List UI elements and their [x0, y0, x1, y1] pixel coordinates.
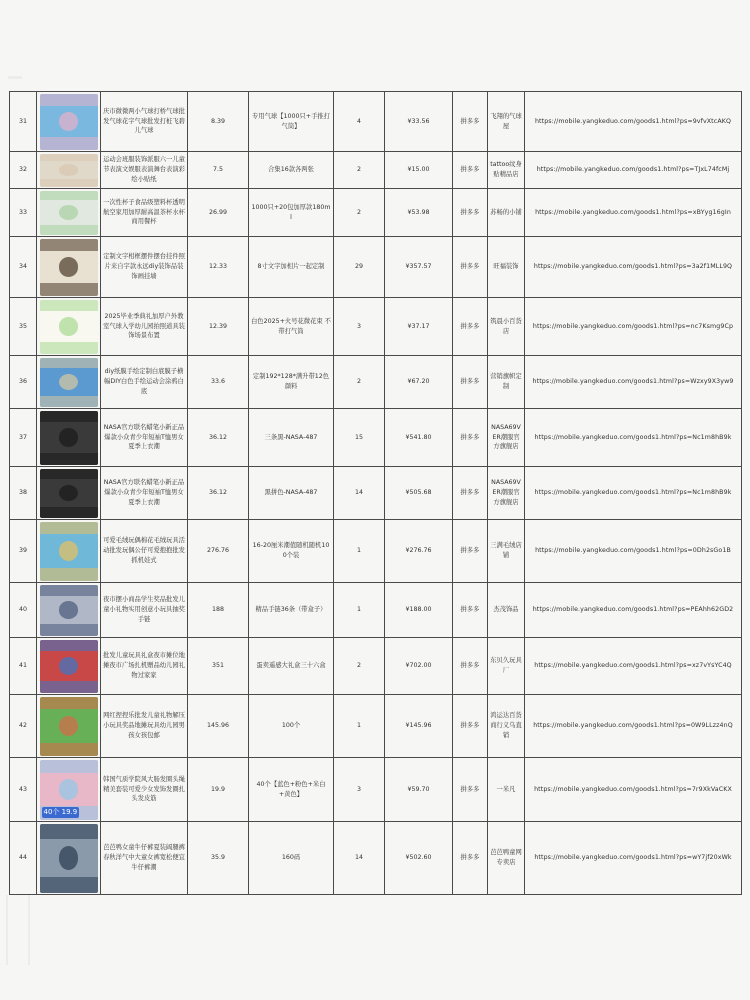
table-row	[10, 822, 742, 895]
unit-price: 19.9	[188, 758, 249, 822]
unit-price: 12.33	[188, 237, 249, 298]
product-title: 2025毕业季典礼加厚户外教室气球入学幼儿园拍照道具装饰场景布置	[101, 298, 188, 356]
product-title: 一次性杯子食品级塑料杯透明航空家用加厚耐高温茶杯水杯商用餐杯	[101, 189, 188, 237]
table-row	[10, 695, 742, 758]
table-row	[10, 356, 742, 409]
table-row	[10, 638, 742, 695]
order-table	[9, 91, 742, 895]
row-number: 36	[10, 356, 37, 409]
product-url[interactable]: https://mobile.yangkeduo.com/goods1.html?ps=0W9LLzz4nQ	[525, 695, 742, 758]
thumbnail-cell	[37, 409, 101, 467]
product-title: NASA官方联名蜡笔小新正品爆款小众青少年短袖T恤男女夏季上衣潮	[101, 467, 188, 520]
product-url[interactable]: https://mobile.yangkeduo.com/goods1.html?ps=7r9XkVaCKX	[525, 758, 742, 822]
product-url[interactable]: https://mobile.yangkeduo.com/goods1.html?ps=Wzxy9X3yw9	[525, 356, 742, 409]
quantity: 1	[334, 583, 385, 638]
shop-name: 飞翔的气球屋	[488, 92, 525, 152]
table-row	[10, 583, 742, 638]
total-amount: ¥276.76	[385, 520, 453, 583]
product-spec: 三条黑-NASA-487	[249, 409, 334, 467]
quantity: 2	[334, 189, 385, 237]
platform: 拼多多	[453, 92, 488, 152]
total-amount: ¥502.60	[385, 822, 453, 895]
face-sticker-image	[40, 154, 98, 187]
platform: 拼多多	[453, 237, 488, 298]
product-url[interactable]: https://mobile.yangkeduo.com/goods1.html?ps=xz7vYsYC4Q	[525, 638, 742, 695]
product-url[interactable]: https://mobile.yangkeduo.com/goods1.html?ps=3a2f1MLL9Q	[525, 237, 742, 298]
product-title: 夜市摆小商品学生奖品批发儿童小礼物实用创意小玩具抽奖手链	[101, 583, 188, 638]
product-title: 网红捏捏乐批发儿童礼物解压小玩具奖品地摊玩具幼儿园男孩女孩包邮	[101, 695, 188, 758]
row-number: 39	[10, 520, 37, 583]
platform: 拼多多	[453, 152, 488, 189]
product-url[interactable]: https://mobile.yangkeduo.com/goods1.html?ps=TJxL74fcMj	[525, 152, 742, 189]
shop-name: 三满毛绒店铺	[488, 520, 525, 583]
total-amount: ¥145.96	[385, 695, 453, 758]
quantity: 1	[334, 695, 385, 758]
row-number: 32	[10, 152, 37, 189]
shop-name: NASA69VER潮服官方旗舰店	[488, 467, 525, 520]
total-amount: ¥67.20	[385, 356, 453, 409]
table-row	[10, 237, 742, 298]
row-number: 33	[10, 189, 37, 237]
row-number: 41	[10, 638, 37, 695]
table-row	[10, 298, 742, 356]
platform: 拼多多	[453, 638, 488, 695]
quantity: 4	[334, 92, 385, 152]
thumbnail-cell	[37, 822, 101, 895]
unit-price: 7.5	[188, 152, 249, 189]
quantity: 14	[334, 467, 385, 520]
product-title: 芭芭鸭女童牛仔裤夏装阔腿裤春秋洋气中大童女裤宽松便宜牛仔裤潮	[101, 822, 188, 895]
unit-price: 351	[188, 638, 249, 695]
product-url[interactable]: https://mobile.yangkeduo.com/goods1.html?ps=nc7Ksmg9Cp	[525, 298, 742, 356]
hair-ties-image	[40, 760, 98, 820]
product-url[interactable]: https://mobile.yangkeduo.com/goods1.html?ps=xBYyg16gIn	[525, 189, 742, 237]
thumbnail-cell	[37, 298, 101, 356]
row-number: 38	[10, 467, 37, 520]
thumbnail-cell	[37, 638, 101, 695]
platform: 拼多多	[453, 298, 488, 356]
quantity: 1	[334, 520, 385, 583]
product-url[interactable]: https://mobile.yangkeduo.com/goods1.html?ps=0Dh2sGo1B	[525, 520, 742, 583]
product-title: 运动会班服装饰派服六一儿童节表演文娱服表演舞台表演彩绘小贴纸	[101, 152, 188, 189]
photo-frame-image	[40, 239, 98, 296]
unit-price: 36.12	[188, 409, 249, 467]
product-title: NASA官方联名蜡笔小新正品爆款小众青少年短袖T恤男女夏季上衣潮	[101, 409, 188, 467]
thumbnail-cell	[37, 92, 101, 152]
quantity: 2	[334, 152, 385, 189]
total-amount: ¥541.80	[385, 409, 453, 467]
thumbnail-cell	[37, 237, 101, 298]
shop-name: 芭芭鸭童网专卖店	[488, 822, 525, 895]
shop-name: 苏畅的小铺	[488, 189, 525, 237]
thumbnail-cell	[37, 583, 101, 638]
unit-price: 276.76	[188, 520, 249, 583]
white-flower-image	[40, 300, 98, 354]
quantity: 3	[334, 758, 385, 822]
row-number: 31	[10, 92, 37, 152]
platform: 拼多多	[453, 520, 488, 583]
product-url[interactable]: https://mobile.yangkeduo.com/goods1.html?ps=Nc1m8hB9k	[525, 467, 742, 520]
platform: 拼多多	[453, 356, 488, 409]
toy-boxes-image	[40, 640, 98, 693]
product-spec: 专用气球【1000只+手推打气筒】	[249, 92, 334, 152]
shop-name: tattoo纹身贴精品店	[488, 152, 525, 189]
girl-jeans-image	[40, 824, 98, 893]
black-tshirt-image	[40, 469, 98, 518]
table-row	[10, 520, 742, 583]
squeeze-toys-image	[40, 697, 98, 756]
platform: 拼多多	[453, 189, 488, 237]
total-amount: ¥53.98	[385, 189, 453, 237]
platform: 拼多多	[453, 822, 488, 895]
thumbnail-cell	[37, 467, 101, 520]
unit-price: 26.99	[188, 189, 249, 237]
product-spec: 合集16款各两张	[249, 152, 334, 189]
thumbnail-cell	[37, 520, 101, 583]
product-url[interactable]: https://mobile.yangkeduo.com/goods1.html?ps=Nc1m8hB9k	[525, 409, 742, 467]
product-url[interactable]: https://mobile.yangkeduo.com/goods1.html?ps=9vfvXtcAKQ	[525, 92, 742, 152]
product-spec: 16-20厘米潮值随机随机100个装	[249, 520, 334, 583]
scan-watermark-left	[6, 895, 30, 965]
unit-price: 33.6	[188, 356, 249, 409]
table-row	[10, 92, 742, 152]
unit-price: 188	[188, 583, 249, 638]
product-url[interactable]: https://mobile.yangkeduo.com/goods1.html?ps=wY7jf20xWk	[525, 822, 742, 895]
unit-price: 36.12	[188, 467, 249, 520]
product-spec: 蛋卖遥感大礼盒三十六盒	[249, 638, 334, 695]
total-amount: ¥15.00	[385, 152, 453, 189]
platform: 拼多多	[453, 695, 488, 758]
shop-name: 杰茂饰品	[488, 583, 525, 638]
thumbnail-cell	[37, 758, 101, 822]
product-spec: 160码	[249, 822, 334, 895]
platform: 拼多多	[453, 467, 488, 520]
row-number: 42	[10, 695, 37, 758]
shop-name: 鸿运达百货商行义乌直销	[488, 695, 525, 758]
product-title: 批发儿童玩具礼盒夜市摊位地摊夜市广场扎机赠品幼儿园礼物过家家	[101, 638, 188, 695]
thumbnail-cell	[37, 152, 101, 189]
shop-name: 营销旗帜定制	[488, 356, 525, 409]
canvas-banner-image	[40, 358, 98, 407]
shop-name: 筑晨小百货店	[488, 298, 525, 356]
table-row	[10, 189, 742, 237]
thumbnail-cell	[37, 356, 101, 409]
product-spec: 精品手链36条（带盒子）	[249, 583, 334, 638]
row-number: 43	[10, 758, 37, 822]
bracelets-image	[40, 585, 98, 636]
plush-toys-image	[40, 522, 98, 581]
shop-name: NASA69VER潮服官方旗舰店	[488, 409, 525, 467]
quantity: 3	[334, 298, 385, 356]
product-spec: 黑拼色-NASA-487	[249, 467, 334, 520]
quantity: 2	[334, 356, 385, 409]
thumbnail-cell	[37, 695, 101, 758]
table-row	[10, 409, 742, 467]
platform: 拼多多	[453, 583, 488, 638]
total-amount: ¥188.00	[385, 583, 453, 638]
shop-name: 一米凡	[488, 758, 525, 822]
quantity: 14	[334, 822, 385, 895]
unit-price: 8.39	[188, 92, 249, 152]
product-title: 庆市微微两小气球打桥气球批发气球花字气球批发打桩飞碧儿气球	[101, 92, 188, 152]
total-amount: ¥59.70	[385, 758, 453, 822]
scan-corner-mark-top	[8, 76, 22, 79]
total-amount: ¥702.00	[385, 638, 453, 695]
plastic-cups-image	[40, 191, 98, 235]
quantity: 2	[334, 638, 385, 695]
row-number: 37	[10, 409, 37, 467]
shop-name: 东贝久玩具厂	[488, 638, 525, 695]
balloons-image	[40, 94, 98, 150]
quantity: 15	[334, 409, 385, 467]
product-spec: 白色2025+火号花微花束 不带打气筒	[249, 298, 334, 356]
product-title: 可爱毛绒玩偶棉花毛绒玩具活动批发玩偶公仔可爱抱抱批发抓机娃式	[101, 520, 188, 583]
shop-name: 旺福装饰	[488, 237, 525, 298]
row-number: 40	[10, 583, 37, 638]
total-amount: ¥33.56	[385, 92, 453, 152]
row-number: 34	[10, 237, 37, 298]
black-tshirt-image	[40, 411, 98, 465]
unit-price: 145.96	[188, 695, 249, 758]
product-spec: 1000只+20包加厚款180ml	[249, 189, 334, 237]
product-spec: 40个【蓝色+粉色+米白+黄色】	[249, 758, 334, 822]
product-title: 韩国气质学院风大肠发圈头绳精美套装可爱少女发饰发圈扎头发皮筋	[101, 758, 188, 822]
product-spec: 8寸文字加相片一起定制	[249, 237, 334, 298]
unit-price: 35.9	[188, 822, 249, 895]
row-number: 35	[10, 298, 37, 356]
platform: 拼多多	[453, 758, 488, 822]
total-amount: ¥505.68	[385, 467, 453, 520]
unit-price: 12.39	[188, 298, 249, 356]
row-number: 44	[10, 822, 37, 895]
table-row	[10, 152, 742, 189]
product-url[interactable]: https://mobile.yangkeduo.com/goods1.html?ps=PEAhh62GD2	[525, 583, 742, 638]
product-title: diy纸膜手绘定制白底膜子横幅DIY白色手绘运动会涂鸦白底	[101, 356, 188, 409]
table-row	[10, 467, 742, 520]
platform: 拼多多	[453, 409, 488, 467]
total-amount: ¥357.57	[385, 237, 453, 298]
product-spec: 定制192*128*满升带12色颜料	[249, 356, 334, 409]
total-amount: ¥37.17	[385, 298, 453, 356]
thumbnail-cell	[37, 189, 101, 237]
thumbnail-caption: 40个 19.9	[43, 807, 78, 816]
product-title: 定制文字相框摆件摆台挂件照片来自字款永远diy装饰品装饰画挂墙	[101, 237, 188, 298]
quantity: 29	[334, 237, 385, 298]
table-row	[10, 758, 742, 822]
product-spec: 100个	[249, 695, 334, 758]
